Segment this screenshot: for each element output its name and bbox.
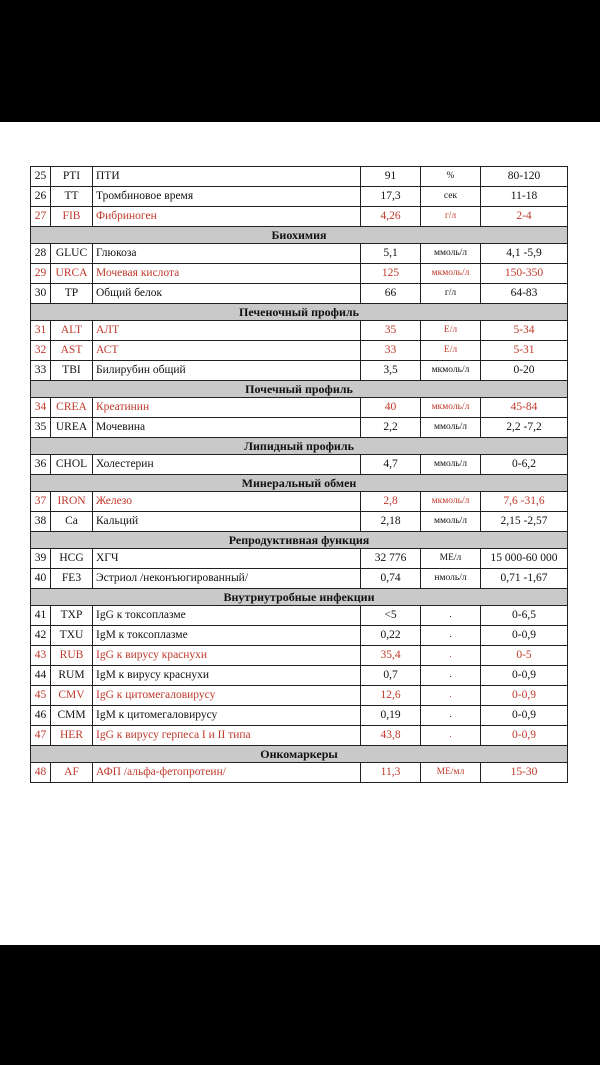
result-value: 0,22 bbox=[361, 626, 421, 646]
unit: мкмоль/л bbox=[421, 398, 481, 418]
reference-range: 5-31 bbox=[481, 341, 568, 361]
unit: г/л bbox=[421, 207, 481, 227]
test-code: CREA bbox=[51, 398, 93, 418]
test-code: FIB bbox=[51, 207, 93, 227]
reference-range: 150-350 bbox=[481, 264, 568, 284]
reference-range: 0-5 bbox=[481, 646, 568, 666]
test-name: Мочевина bbox=[93, 418, 361, 438]
result-value: <5 bbox=[361, 606, 421, 626]
table-row bbox=[31, 207, 568, 227]
unit: мкмоль/л bbox=[421, 492, 481, 512]
test-code: HER bbox=[51, 726, 93, 746]
test-name: IgG к вирусу герпеса I и II типа bbox=[93, 726, 361, 746]
table-row bbox=[31, 626, 568, 646]
section-header-row bbox=[31, 438, 568, 455]
table-row bbox=[31, 418, 568, 438]
table-row bbox=[31, 398, 568, 418]
result-value: 0,74 bbox=[361, 569, 421, 589]
result-value: 32 776 bbox=[361, 549, 421, 569]
result-value: 3,5 bbox=[361, 361, 421, 381]
test-name: Эстриол /неконъюгированный/ bbox=[93, 569, 361, 589]
reference-range: 0-6,5 bbox=[481, 606, 568, 626]
row-number: 46 bbox=[31, 706, 51, 726]
reference-range: 15-30 bbox=[481, 763, 568, 783]
test-name: ПТИ bbox=[93, 167, 361, 187]
row-number: 35 bbox=[31, 418, 51, 438]
table-row bbox=[31, 492, 568, 512]
unit: . bbox=[421, 646, 481, 666]
reference-range: 2-4 bbox=[481, 207, 568, 227]
lab-results-table bbox=[30, 166, 568, 783]
test-code: AF bbox=[51, 763, 93, 783]
table-row bbox=[31, 726, 568, 746]
test-name: IgM к цитомегаловирусу bbox=[93, 706, 361, 726]
test-name: Общий белок bbox=[93, 284, 361, 304]
test-name: IgM к токсоплазме bbox=[93, 626, 361, 646]
test-name: ХГЧ bbox=[93, 549, 361, 569]
section-header-row bbox=[31, 746, 568, 763]
result-value: 91 bbox=[361, 167, 421, 187]
section-title: Липидный профиль bbox=[31, 438, 568, 455]
test-code: TT bbox=[51, 187, 93, 207]
test-name: IgM к вирусу краснухи bbox=[93, 666, 361, 686]
row-number: 27 bbox=[31, 207, 51, 227]
table-row bbox=[31, 455, 568, 475]
test-code: RUM bbox=[51, 666, 93, 686]
unit: . bbox=[421, 686, 481, 706]
unit: . bbox=[421, 626, 481, 646]
test-code: RUB bbox=[51, 646, 93, 666]
result-value: 5,1 bbox=[361, 244, 421, 264]
test-name: Мочевая кислота bbox=[93, 264, 361, 284]
row-number: 43 bbox=[31, 646, 51, 666]
test-name: АЛТ bbox=[93, 321, 361, 341]
result-value: 2,18 bbox=[361, 512, 421, 532]
test-name: АСТ bbox=[93, 341, 361, 361]
row-number: 34 bbox=[31, 398, 51, 418]
section-title: Онкомаркеры bbox=[31, 746, 568, 763]
table-row bbox=[31, 361, 568, 381]
section-title: Внутриутробные инфекции bbox=[31, 589, 568, 606]
reference-range: 0-0,9 bbox=[481, 726, 568, 746]
result-value: 2,8 bbox=[361, 492, 421, 512]
unit: ммоль/л bbox=[421, 455, 481, 475]
test-name: Железо bbox=[93, 492, 361, 512]
table-row bbox=[31, 666, 568, 686]
result-value: 12,6 bbox=[361, 686, 421, 706]
unit: МЕ/мл bbox=[421, 763, 481, 783]
test-code: GLUC bbox=[51, 244, 93, 264]
unit: мкмоль/л bbox=[421, 264, 481, 284]
test-code: UREA bbox=[51, 418, 93, 438]
test-name: Холестерин bbox=[93, 455, 361, 475]
row-number: 28 bbox=[31, 244, 51, 264]
unit: % bbox=[421, 167, 481, 187]
result-value: 43,8 bbox=[361, 726, 421, 746]
table-row bbox=[31, 706, 568, 726]
test-code: Ca bbox=[51, 512, 93, 532]
row-number: 37 bbox=[31, 492, 51, 512]
section-title: Минеральный обмен bbox=[31, 475, 568, 492]
test-name: Фибриноген bbox=[93, 207, 361, 227]
test-name: Креатинин bbox=[93, 398, 361, 418]
unit: . bbox=[421, 606, 481, 626]
test-code: CMM bbox=[51, 706, 93, 726]
test-name: IgG к вирусу краснухи bbox=[93, 646, 361, 666]
test-code: TP bbox=[51, 284, 93, 304]
result-value: 33 bbox=[361, 341, 421, 361]
table-row bbox=[31, 284, 568, 304]
reference-range: 45-84 bbox=[481, 398, 568, 418]
reference-range: 80-120 bbox=[481, 167, 568, 187]
test-name: Кальций bbox=[93, 512, 361, 532]
unit: ммоль/л bbox=[421, 244, 481, 264]
reference-range: 11-18 bbox=[481, 187, 568, 207]
test-name: IgG к токсоплазме bbox=[93, 606, 361, 626]
reference-range: 0-6,2 bbox=[481, 455, 568, 475]
result-value: 4,7 bbox=[361, 455, 421, 475]
section-header-row bbox=[31, 475, 568, 492]
result-value: 125 bbox=[361, 264, 421, 284]
reference-range: 2,15 -2,57 bbox=[481, 512, 568, 532]
table-row bbox=[31, 264, 568, 284]
row-number: 25 bbox=[31, 167, 51, 187]
test-code: TBI bbox=[51, 361, 93, 381]
reference-range: 5-34 bbox=[481, 321, 568, 341]
test-code: ALT bbox=[51, 321, 93, 341]
section-header-row bbox=[31, 227, 568, 244]
result-value: 0,19 bbox=[361, 706, 421, 726]
reference-range: 7,6 -31,6 bbox=[481, 492, 568, 512]
result-value: 4,26 bbox=[361, 207, 421, 227]
reference-range: 0-20 bbox=[481, 361, 568, 381]
section-title: Печеночный профиль bbox=[31, 304, 568, 321]
table-row bbox=[31, 606, 568, 626]
row-number: 38 bbox=[31, 512, 51, 532]
table-row bbox=[31, 321, 568, 341]
table-row bbox=[31, 686, 568, 706]
unit: . bbox=[421, 706, 481, 726]
unit: нмоль/л bbox=[421, 569, 481, 589]
test-code: CMV bbox=[51, 686, 93, 706]
row-number: 30 bbox=[31, 284, 51, 304]
unit: мкмоль/л bbox=[421, 361, 481, 381]
row-number: 42 bbox=[31, 626, 51, 646]
unit: г/л bbox=[421, 284, 481, 304]
test-code: TXP bbox=[51, 606, 93, 626]
test-code: AST bbox=[51, 341, 93, 361]
section-header-row bbox=[31, 381, 568, 398]
result-value: 17,3 bbox=[361, 187, 421, 207]
section-title: Биохимия bbox=[31, 227, 568, 244]
document-page bbox=[0, 122, 600, 945]
row-number: 40 bbox=[31, 569, 51, 589]
table-row bbox=[31, 244, 568, 264]
table-row bbox=[31, 646, 568, 666]
table-row bbox=[31, 763, 568, 783]
test-name: Билирубин общий bbox=[93, 361, 361, 381]
table-row bbox=[31, 549, 568, 569]
unit: ммоль/л bbox=[421, 418, 481, 438]
row-number: 36 bbox=[31, 455, 51, 475]
unit: сек bbox=[421, 187, 481, 207]
section-title: Почечный профиль bbox=[31, 381, 568, 398]
test-code: HCG bbox=[51, 549, 93, 569]
unit: Е/л bbox=[421, 341, 481, 361]
test-code: TXU bbox=[51, 626, 93, 646]
result-value: 0,7 bbox=[361, 666, 421, 686]
table-row bbox=[31, 569, 568, 589]
reference-range: 0-0,9 bbox=[481, 686, 568, 706]
section-header-row bbox=[31, 532, 568, 549]
result-value: 11,3 bbox=[361, 763, 421, 783]
reference-range: 0-0,9 bbox=[481, 666, 568, 686]
result-value: 66 bbox=[361, 284, 421, 304]
row-number: 47 bbox=[31, 726, 51, 746]
reference-range: 64-83 bbox=[481, 284, 568, 304]
result-value: 35,4 bbox=[361, 646, 421, 666]
table-row bbox=[31, 167, 568, 187]
unit: . bbox=[421, 666, 481, 686]
lab-results-body bbox=[31, 167, 568, 783]
result-value: 40 bbox=[361, 398, 421, 418]
reference-range: 0-0,9 bbox=[481, 626, 568, 646]
reference-range: 4,1 -5,9 bbox=[481, 244, 568, 264]
unit: . bbox=[421, 726, 481, 746]
test-name: АФП /альфа-фетопротеин/ bbox=[93, 763, 361, 783]
test-code: FE3 bbox=[51, 569, 93, 589]
section-header-row bbox=[31, 304, 568, 321]
row-number: 45 bbox=[31, 686, 51, 706]
row-number: 29 bbox=[31, 264, 51, 284]
test-name: IgG к цитомегаловирусу bbox=[93, 686, 361, 706]
result-value: 2,2 bbox=[361, 418, 421, 438]
table-row bbox=[31, 187, 568, 207]
reference-range: 0,71 -1,67 bbox=[481, 569, 568, 589]
row-number: 32 bbox=[31, 341, 51, 361]
unit: Е/л bbox=[421, 321, 481, 341]
table-row bbox=[31, 341, 568, 361]
result-value: 35 bbox=[361, 321, 421, 341]
row-number: 44 bbox=[31, 666, 51, 686]
section-title: Репродуктивная функция bbox=[31, 532, 568, 549]
table-row bbox=[31, 512, 568, 532]
test-code: IRON bbox=[51, 492, 93, 512]
unit: ммоль/л bbox=[421, 512, 481, 532]
row-number: 41 bbox=[31, 606, 51, 626]
unit: МЕ/л bbox=[421, 549, 481, 569]
test-code: PTI bbox=[51, 167, 93, 187]
row-number: 48 bbox=[31, 763, 51, 783]
test-name: Глюкоза bbox=[93, 244, 361, 264]
test-code: URCA bbox=[51, 264, 93, 284]
reference-range: 2,2 -7,2 bbox=[481, 418, 568, 438]
reference-range: 0-0,9 bbox=[481, 706, 568, 726]
test-name: Тромбиновое время bbox=[93, 187, 361, 207]
row-number: 39 bbox=[31, 549, 51, 569]
test-code: CHOL bbox=[51, 455, 93, 475]
section-header-row bbox=[31, 589, 568, 606]
reference-range: 15 000-60 000 bbox=[481, 549, 568, 569]
row-number: 31 bbox=[31, 321, 51, 341]
row-number: 33 bbox=[31, 361, 51, 381]
row-number: 26 bbox=[31, 187, 51, 207]
